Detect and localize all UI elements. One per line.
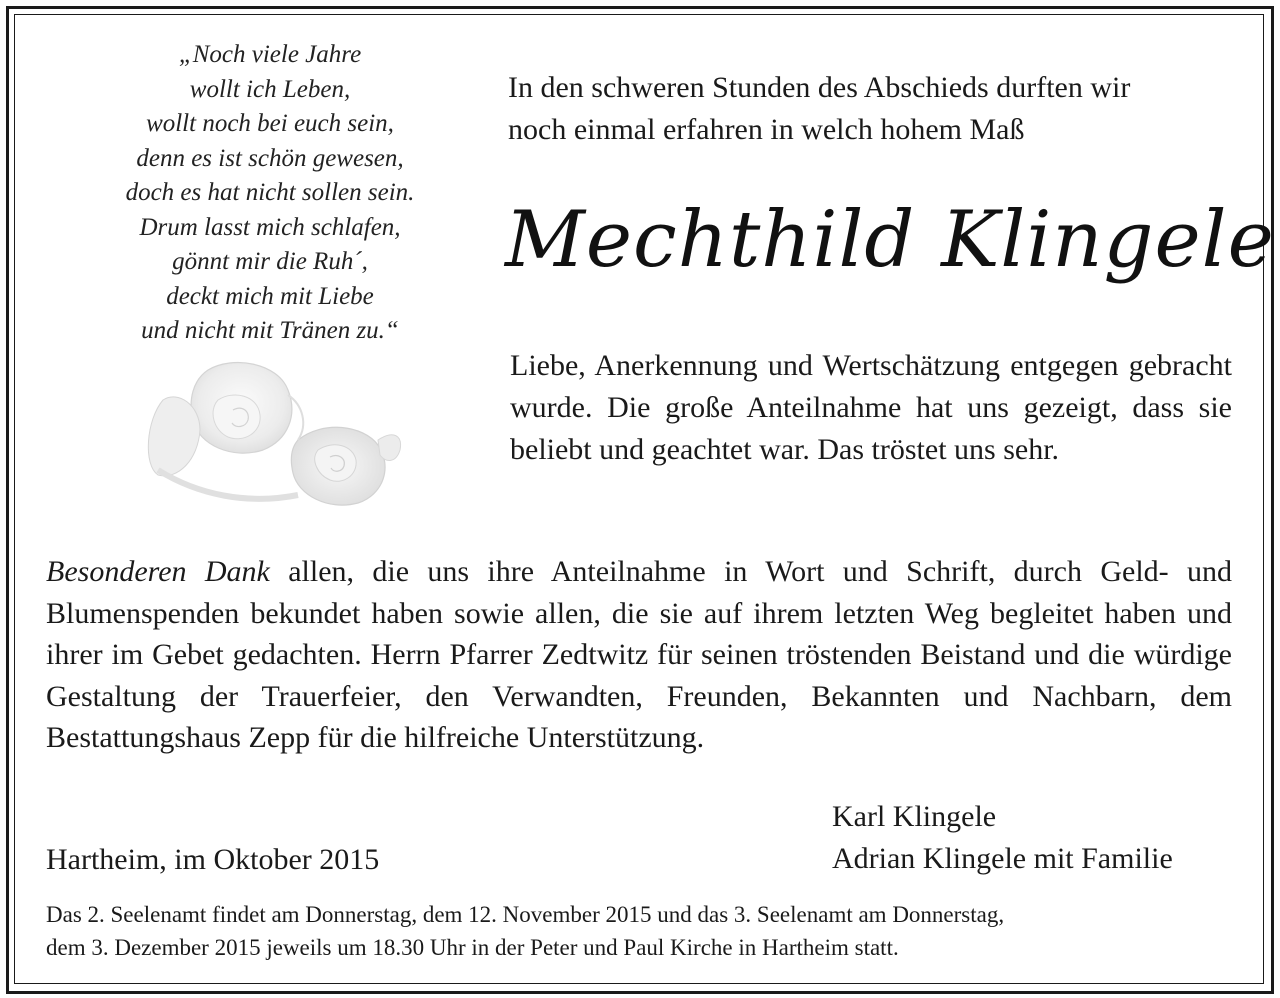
notice-line: dem 3. Dezember 2015 jeweils um 18.30 Uhr in der Peter und Paul Kirche in Hartheim statt. xyxy=(46,935,899,960)
special-thanks-lead: Besonderen Dank xyxy=(46,555,270,588)
poem-line: „Noch viele Jahre xyxy=(178,41,362,68)
poem xyxy=(95,38,445,349)
signer: Karl Klingele xyxy=(832,800,997,833)
poem-line: Drum lasst mich schlafen, xyxy=(139,213,401,241)
white-roses-image xyxy=(138,345,408,530)
notice-line: Das 2. Seelenamt findet am Donnerstag, dem 12. November 2015 und das 3. Seelenamt am Donnerstag, xyxy=(46,902,1005,927)
intro-text xyxy=(508,67,1243,151)
deceased-name: Mechthild Klingele xyxy=(505,195,1275,285)
signers xyxy=(832,796,1173,880)
intro-line: noch einmal erfahren in welch hohem Maß xyxy=(508,113,1025,146)
poem-line: und nicht mit Tränen zu.“ xyxy=(141,317,399,344)
poem-line: gönnt mir die Ruh´, xyxy=(172,248,368,275)
poem-line: deckt mich mit Liebe xyxy=(166,282,374,310)
poem-line: denn es ist schön gewesen, xyxy=(136,144,404,172)
special-thanks-paragraph xyxy=(46,551,1232,759)
signer: Adrian Klingele mit Familie xyxy=(832,842,1173,875)
poem-line: wollt ich Leben, xyxy=(189,75,351,103)
poem-line: wollt noch bei euch sein, xyxy=(146,110,394,137)
mass-notice xyxy=(46,898,1236,964)
thanks-paragraph: Liebe, Anerkennung und Wertschätzung entgegen gebracht wurde. Die große Anteilnahme hat uns gezeigt, dass sie beliebt und geachtet war. Das tröstet uns sehr. xyxy=(510,349,1232,466)
poem-line: doch es hat nicht sollen sein. xyxy=(125,179,415,206)
place-date: Hartheim, im Oktober 2015 xyxy=(46,843,380,876)
special-thanks-body: allen, die uns ihre Anteilnahme in Wort und Schrift, durch Geld- und Blumenspenden bekundet haben sowie allen, die sie auf ihrem letzten Weg begleitet haben und ihrer im Gebet gedachten. Herrn Pfarrer Zedtwitz für seinen tröstenden Beistand und die würdige Gestaltung der Trauerfeier, den Verwandten, Freunden, Bekannten und Nachbarn, dem Bestattungshaus Zepp für die hilfreiche Unterstützung. xyxy=(46,555,1232,754)
intro-line: In den schweren Stunden des Abschieds durften wir xyxy=(508,71,1131,104)
